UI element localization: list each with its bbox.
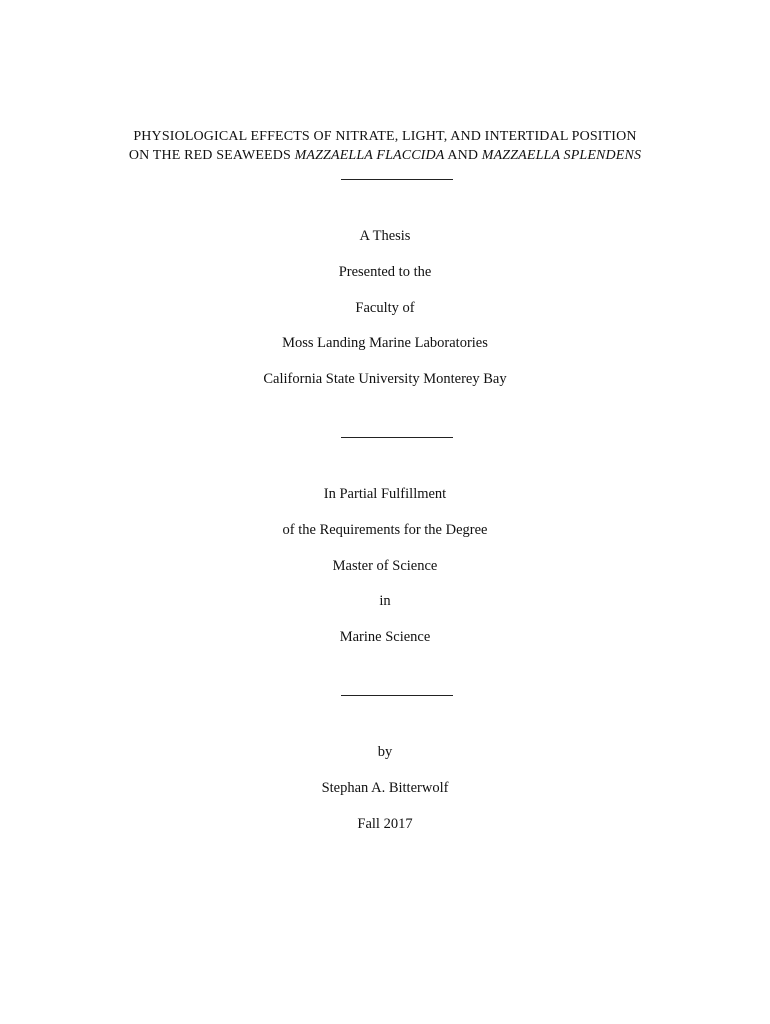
presentation-line-4: Moss Landing Marine Laboratories — [282, 335, 488, 351]
species-name-2: MAZZAELLA SPLENDENS — [481, 148, 642, 163]
submission-term: Fall 2017 — [357, 816, 413, 832]
author-name: Stephan A. Bitterwolf — [321, 780, 449, 796]
fulfillment-line-5: Marine Science — [339, 629, 431, 645]
divider-rule-1 — [341, 179, 453, 180]
divider-rule-2 — [341, 437, 453, 438]
fulfillment-line-1: In Partial Fulfillment — [323, 486, 447, 502]
species-name-1: MAZZAELLA FLACCIDA — [294, 148, 445, 163]
title-text-line-2-mid: AND — [444, 148, 482, 163]
fulfillment-line-3: Master of Science — [332, 558, 438, 574]
author-by-line: by — [377, 744, 393, 760]
title-line-1 — [0, 128, 770, 146]
title-text-line-2-prefix: ON THE RED SEAWEEDS — [128, 148, 295, 163]
presentation-line-3: Faculty of — [355, 300, 415, 316]
presentation-line-5: California State University Monterey Bay — [263, 371, 507, 387]
title-line-2 — [0, 147, 770, 165]
fulfillment-line-2: of the Requirements for the Degree — [282, 522, 488, 538]
presentation-line-2: Presented to the — [338, 264, 432, 280]
divider-rule-3 — [341, 695, 453, 696]
presentation-line-1: A Thesis — [359, 228, 411, 244]
title-text-line-1: PHYSIOLOGICAL EFFECTS OF NITRATE, LIGHT, AND INTERTIDAL POSITION — [133, 129, 637, 144]
fulfillment-line-4: in — [379, 593, 391, 609]
